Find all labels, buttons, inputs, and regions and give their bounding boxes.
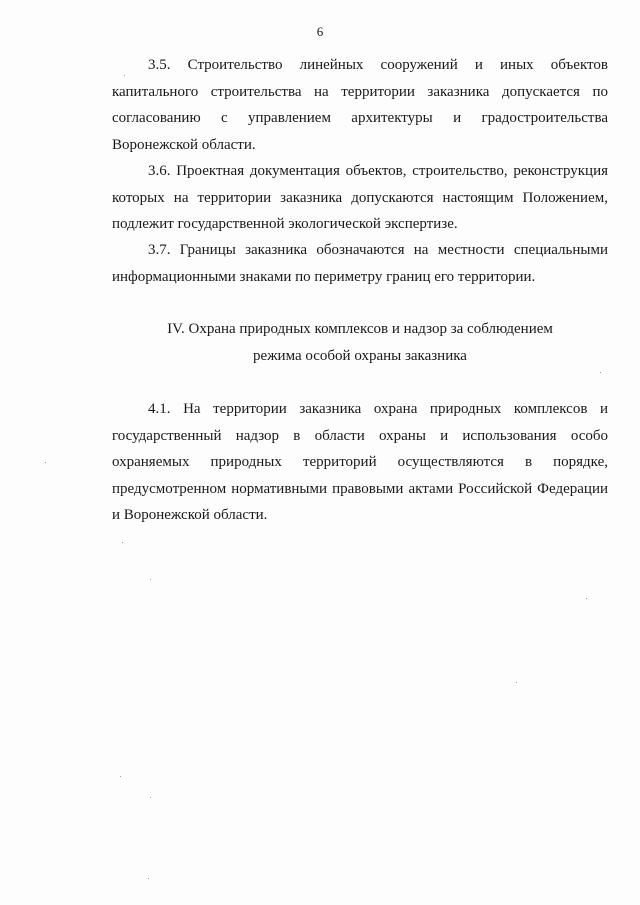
scan-speck bbox=[45, 462, 46, 463]
scan-speck bbox=[516, 682, 517, 683]
scan-speck bbox=[148, 878, 149, 879]
paragraph-3-5: 3.5. Строительство линейных сооружений и иных объектов капитального строительства на территории заказника допускается по согласованию с управлением архитектуры и градостроительства Воронежской области. bbox=[112, 57, 608, 153]
paragraph-3-7: 3.7. Границы заказника обозначаются на местности специальными информационными знаками по периметру границ его территории. bbox=[112, 242, 608, 285]
section-heading-line2: режима особой охраны заказника bbox=[253, 347, 467, 364]
scan-speck bbox=[124, 75, 125, 76]
section-heading bbox=[112, 316, 608, 369]
scan-speck bbox=[150, 579, 151, 580]
scan-speck bbox=[600, 372, 601, 373]
page-number: 6 bbox=[316, 24, 324, 39]
scan-speck bbox=[120, 776, 121, 777]
scan-speck bbox=[150, 797, 151, 798]
section-heading-line1: IV. Охрана природных комплексов и надзор за соблюдением bbox=[167, 321, 553, 337]
paragraph-3-6: 3.6. Проектная документация объектов, строительство, реконструкция которых на территории заказника допускаются настоящим Положением, подлежит государственной экологической экспертизе. bbox=[112, 163, 608, 232]
scan-speck bbox=[586, 598, 587, 599]
paragraph-4-1: 4.1. На территории заказника охрана природных комплексов и государственный надзор в области охраны и использования особо охраняемых природных территорий осуществляются в порядке, предусмотренном нормативными правовыми актами Российской Федерации и Воронежской области. bbox=[112, 401, 608, 523]
scan-speck bbox=[122, 542, 123, 543]
